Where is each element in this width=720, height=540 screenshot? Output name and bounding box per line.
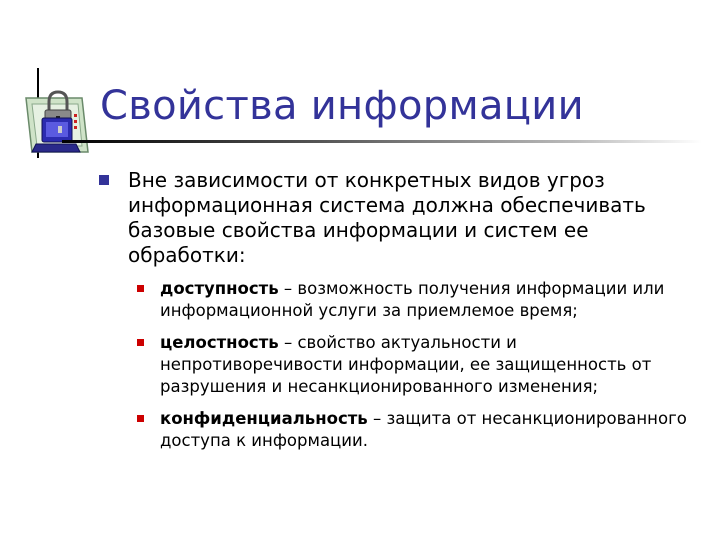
property-definition: – возможность получения информации или информационной услуги за приемлемое время;: [160, 279, 665, 320]
content-list: [128, 168, 698, 462]
property-definition: – защита от несанкционированного доступа к информации.: [160, 409, 687, 450]
title-divider: [62, 140, 702, 143]
square-bullet-icon: [137, 285, 144, 292]
intro-bullet: [128, 168, 698, 268]
property-term: целостность: [160, 333, 279, 352]
square-bullet-icon: [137, 415, 144, 422]
properties-list: [160, 278, 698, 452]
square-bullet-icon: [137, 339, 144, 346]
computer-lock-icon: [22, 68, 94, 160]
property-term: доступность: [160, 279, 279, 298]
square-bullet-icon: [99, 175, 109, 185]
property-item-integrity: [160, 332, 698, 398]
property-item-confidentiality: [160, 408, 698, 452]
property-term: конфиденциальность: [160, 409, 368, 428]
slide-title: Свойства информации: [100, 83, 584, 129]
property-item-availability: [160, 278, 698, 322]
property-definition: – свойство актуальности и непротиворечивости информации, ее защищенность от разрушения и несанкционированного изменения;: [160, 333, 652, 396]
intro-text: Вне зависимости от конкретных видов угроз информационная система должна обеспечивать базовые свойства информации и систем ее обработки:: [128, 168, 646, 267]
